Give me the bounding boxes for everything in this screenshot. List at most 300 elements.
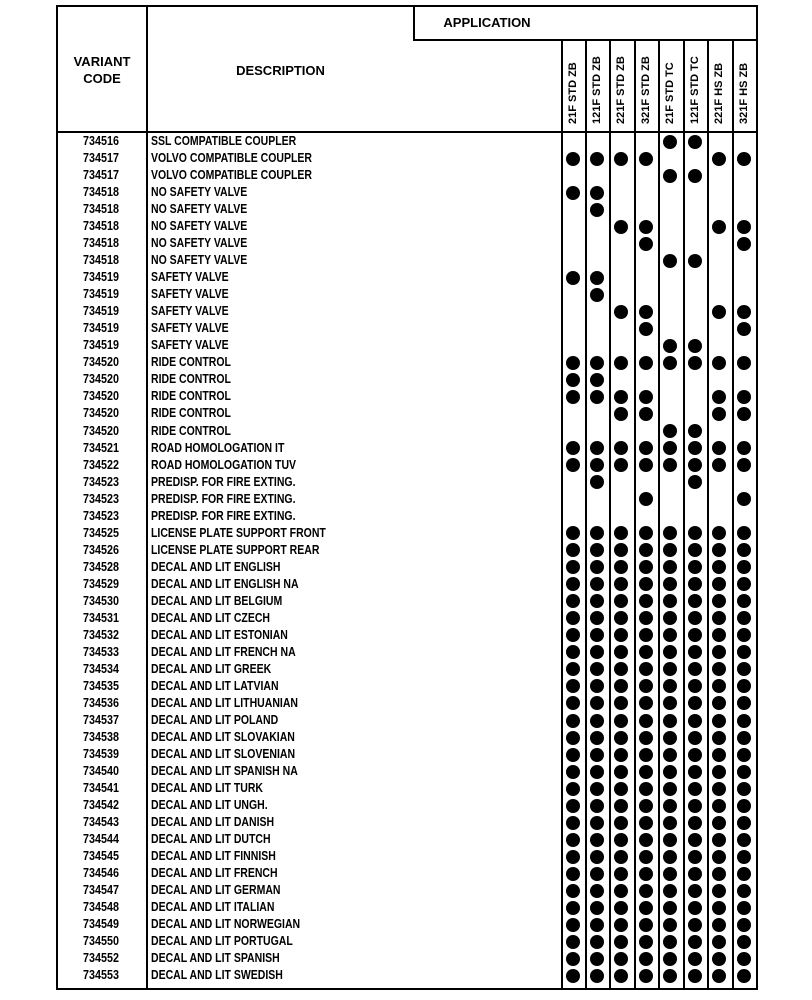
application-dot — [688, 339, 702, 353]
application-dot — [712, 799, 726, 813]
application-dot — [639, 237, 653, 251]
description-cell: DECAL AND LIT PORTUGAL — [151, 934, 293, 949]
application-dot — [639, 322, 653, 336]
variant-code-cell: 734517 — [83, 168, 119, 183]
application-dot — [688, 884, 702, 898]
application-dot — [712, 458, 726, 472]
variant-code-cell: 734535 — [83, 678, 119, 693]
variant-code-cell: 734520 — [83, 389, 119, 404]
application-dot — [639, 833, 653, 847]
application-dot — [737, 969, 751, 983]
application-dot — [712, 679, 726, 693]
description-header: DESCRIPTION — [236, 63, 325, 78]
application-dot — [614, 611, 628, 625]
variant-code-cell: 734547 — [83, 883, 119, 898]
application-dot — [639, 305, 653, 319]
description-cell: PREDISP. FOR FIRE EXTING. — [151, 491, 296, 506]
variant-code-cell: 734522 — [83, 457, 119, 472]
variant-code-cell: 734517 — [83, 151, 119, 166]
application-dot — [737, 356, 751, 370]
description-cell: DECAL AND LIT ITALIAN — [151, 900, 275, 915]
application-dot — [737, 322, 751, 336]
description-cell: SAFETY VALVE — [151, 338, 229, 353]
description-cell: NO SAFETY VALVE — [151, 236, 248, 251]
description-cell: NO SAFETY VALVE — [151, 185, 248, 200]
description-cell: PREDISP. FOR FIRE EXTING. — [151, 508, 296, 523]
description-cell: DECAL AND LIT CZECH — [151, 610, 271, 625]
application-dot — [737, 492, 751, 506]
variant-code-cell: 734538 — [83, 730, 119, 745]
description-cell: DECAL AND LIT SPANISH — [151, 951, 280, 966]
description-cell: DECAL AND LIT POLAND — [151, 713, 279, 728]
variant-code-cell: 734532 — [83, 627, 119, 642]
application-dot — [688, 765, 702, 779]
description-cell: DECAL AND LIT LATVIAN — [151, 678, 279, 693]
app-col-divider-4 — [658, 39, 660, 990]
description-cell: DECAL AND LIT SWEDISH — [151, 968, 283, 983]
description-cell: DECAL AND LIT FRENCH — [151, 866, 278, 881]
application-dot — [590, 662, 604, 676]
application-dot — [566, 867, 580, 881]
application-dot — [639, 816, 653, 830]
application-dot — [688, 458, 702, 472]
description-cell: NO SAFETY VALVE — [151, 219, 248, 234]
variant-code-cell: 734516 — [83, 134, 119, 148]
application-dot — [639, 220, 653, 234]
application-dot — [566, 765, 580, 779]
application-dot — [590, 594, 604, 608]
application-dot — [639, 850, 653, 864]
application-dot — [639, 952, 653, 966]
application-dot — [590, 935, 604, 949]
application-dot — [737, 441, 751, 455]
application-dot — [614, 594, 628, 608]
variant-code-cell: 734525 — [83, 525, 119, 540]
application-dot — [688, 901, 702, 915]
variant-code-cell: 734545 — [83, 849, 119, 864]
application-dot — [737, 543, 751, 557]
application-dot — [663, 935, 677, 949]
application-dot — [566, 271, 580, 285]
application-dot — [688, 645, 702, 659]
variant-code-cell: 734529 — [83, 576, 119, 591]
variant-code-cell: 734523 — [83, 474, 119, 489]
application-dot — [639, 679, 653, 693]
application-dot — [688, 441, 702, 455]
application-dot — [663, 765, 677, 779]
application-dot — [737, 237, 751, 251]
application-dot — [663, 628, 677, 642]
application-dot — [590, 475, 604, 489]
application-dot — [663, 696, 677, 710]
variant-code-cell: 734550 — [83, 934, 119, 949]
application-dot — [737, 611, 751, 625]
variant-code-cell: 734520 — [83, 406, 119, 421]
application-dot — [712, 407, 726, 421]
variant-code-cell: 734526 — [83, 542, 119, 557]
application-dot — [688, 577, 702, 591]
application-dot — [639, 969, 653, 983]
application-dot — [663, 782, 677, 796]
application-dot — [590, 152, 604, 166]
application-dot — [639, 560, 653, 574]
application-dot — [639, 611, 653, 625]
application-dot — [590, 628, 604, 642]
application-dot — [590, 203, 604, 217]
application-dot — [688, 560, 702, 574]
application-dot — [590, 969, 604, 983]
variant-code-cell: 734531 — [83, 610, 119, 625]
application-dot — [712, 714, 726, 728]
application-dot — [688, 935, 702, 949]
application-dot — [590, 645, 604, 659]
application-dot — [639, 645, 653, 659]
application-dot — [566, 594, 580, 608]
table-right-border — [756, 5, 758, 990]
application-dot — [566, 731, 580, 745]
application-dot — [614, 441, 628, 455]
application-dot — [663, 560, 677, 574]
application-dot — [614, 696, 628, 710]
application-dot — [688, 611, 702, 625]
application-dot — [614, 884, 628, 898]
app-col-divider-0 — [561, 39, 563, 990]
application-dot — [688, 169, 702, 183]
description-cell: DECAL AND LIT SLOVAKIAN — [151, 730, 295, 745]
application-dot — [737, 850, 751, 864]
application-dot — [737, 645, 751, 659]
variant-code-header-line2: CODE — [83, 71, 121, 86]
application-dot — [590, 782, 604, 796]
variant-code-cell: 734542 — [83, 798, 119, 813]
application-dot — [639, 799, 653, 813]
description-cell: DECAL AND LIT TURK — [151, 781, 263, 796]
application-dot — [566, 526, 580, 540]
application-dot — [663, 833, 677, 847]
application-dot — [614, 577, 628, 591]
application-dot — [639, 884, 653, 898]
variant-code-cell: 734520 — [83, 372, 119, 387]
application-dot — [590, 356, 604, 370]
application-dot — [663, 799, 677, 813]
description-cell: SAFETY VALVE — [151, 287, 229, 302]
application-dot — [712, 850, 726, 864]
application-dot — [737, 407, 751, 421]
application-dot — [712, 305, 726, 319]
application-dot — [566, 816, 580, 830]
application-dot — [639, 748, 653, 762]
description-cell: DECAL AND LIT NORWEGIAN — [151, 917, 301, 932]
application-dot — [639, 765, 653, 779]
description-cell: VOLVO COMPATIBLE COUPLER — [151, 151, 313, 166]
application-dot — [614, 952, 628, 966]
application-dot — [639, 492, 653, 506]
application-dot — [639, 867, 653, 881]
application-dot — [737, 816, 751, 830]
application-dot — [614, 628, 628, 642]
application-dot — [737, 901, 751, 915]
application-dot — [663, 969, 677, 983]
application-dot — [590, 696, 604, 710]
application-dot — [566, 611, 580, 625]
application-dot — [614, 407, 628, 421]
application-dot — [688, 867, 702, 881]
app-col-divider-1 — [585, 39, 587, 990]
application-dot — [712, 560, 726, 574]
application-dot — [614, 356, 628, 370]
description-cell: NO SAFETY VALVE — [151, 202, 248, 217]
variant-code-cell: 734520 — [83, 423, 119, 438]
variant-code-cell: 734519 — [83, 270, 119, 285]
application-dot — [737, 152, 751, 166]
variant-code-cell: 734534 — [83, 661, 119, 676]
application-dot — [614, 458, 628, 472]
application-dot — [614, 390, 628, 404]
application-dot — [688, 662, 702, 676]
application-dot — [712, 543, 726, 557]
application-dot — [614, 765, 628, 779]
description-cell: DECAL AND LIT DUTCH — [151, 832, 271, 847]
variant-code-cell: 734519 — [83, 321, 119, 336]
variant-code-cell: 734519 — [83, 304, 119, 319]
description-cell: DECAL AND LIT SPANISH NA — [151, 764, 298, 779]
application-dot — [590, 952, 604, 966]
application-dot — [614, 679, 628, 693]
app-col-header-21f-std-zb: 21F STD ZB — [567, 62, 579, 124]
application-dot — [737, 867, 751, 881]
description-cell: LICENSE PLATE SUPPORT FRONT — [151, 525, 326, 540]
application-dot — [639, 458, 653, 472]
application-dot — [737, 526, 751, 540]
application-dot — [737, 884, 751, 898]
application-dot — [639, 356, 653, 370]
application-dot — [566, 152, 580, 166]
variant-code-cell: 734536 — [83, 695, 119, 710]
variant-code-cell: 734544 — [83, 832, 119, 847]
application-dot — [590, 918, 604, 932]
application-dot — [737, 935, 751, 949]
app-col-header-221f-std-zb: 221F STD ZB — [615, 56, 627, 124]
application-dot — [737, 833, 751, 847]
application-dot — [566, 935, 580, 949]
application-dot — [614, 220, 628, 234]
application-dot — [712, 645, 726, 659]
description-cell: DECAL AND LIT BELGIUM — [151, 593, 283, 608]
description-cell: ROAD HOMOLOGATION IT — [151, 440, 285, 455]
variant-code-cell: 734553 — [83, 968, 119, 983]
application-dot — [737, 594, 751, 608]
application-dot — [663, 884, 677, 898]
application-dot — [639, 152, 653, 166]
app-col-divider-6 — [707, 39, 709, 990]
application-dot — [712, 884, 726, 898]
variant-code-cell: 734539 — [83, 747, 119, 762]
application-dot — [712, 782, 726, 796]
description-cell: SAFETY VALVE — [151, 304, 229, 319]
application-dot — [590, 390, 604, 404]
application-dot — [663, 526, 677, 540]
application-dot — [566, 628, 580, 642]
description-cell: DECAL AND LIT DANISH — [151, 815, 275, 830]
application-dot — [712, 577, 726, 591]
application-dot — [566, 577, 580, 591]
application-dot — [566, 186, 580, 200]
application-dot — [737, 390, 751, 404]
variant-code-cell: 734548 — [83, 900, 119, 915]
application-dot — [614, 867, 628, 881]
application-dot — [590, 731, 604, 745]
application-dot — [737, 305, 751, 319]
application-dot — [663, 339, 677, 353]
application-dot — [614, 645, 628, 659]
application-dot — [712, 901, 726, 915]
application-dot — [737, 918, 751, 932]
application-dot — [712, 765, 726, 779]
application-dot — [663, 714, 677, 728]
application-dot — [712, 662, 726, 676]
application-dot — [712, 816, 726, 830]
application-dot — [566, 799, 580, 813]
app-col-divider-7 — [732, 39, 734, 990]
application-dot — [688, 696, 702, 710]
application-dot — [566, 714, 580, 728]
application-dot — [614, 748, 628, 762]
description-cell: NO SAFETY VALVE — [151, 253, 248, 268]
variant-code-cell: 734521 — [83, 440, 119, 455]
application-dot — [663, 543, 677, 557]
app-col-header-321f-hs-zb: 321F HS ZB — [738, 62, 750, 124]
application-dot — [639, 441, 653, 455]
application-dot — [712, 867, 726, 881]
application-dot — [712, 526, 726, 540]
application-dot — [688, 952, 702, 966]
app-col-divider-2 — [609, 39, 611, 990]
variant-code-cell: 734518 — [83, 219, 119, 234]
application-dot — [712, 696, 726, 710]
application-dot — [688, 526, 702, 540]
application-dot — [663, 441, 677, 455]
application-dot — [614, 901, 628, 915]
application-dot — [663, 645, 677, 659]
application-dot — [663, 458, 677, 472]
application-dot — [590, 884, 604, 898]
application-dot — [688, 475, 702, 489]
table-top-border — [56, 5, 758, 7]
variant-code-cell: 734519 — [83, 287, 119, 302]
application-dot — [590, 765, 604, 779]
variant-code-header-line1: VARIANT — [73, 54, 131, 69]
application-dot — [712, 611, 726, 625]
description-cell: LICENSE PLATE SUPPORT REAR — [151, 542, 320, 557]
description-cell: DECAL AND LIT ESTONIAN — [151, 627, 288, 642]
application-dot — [566, 969, 580, 983]
application-dot — [712, 152, 726, 166]
variant-code-cell: 734518 — [83, 185, 119, 200]
application-dot — [639, 731, 653, 745]
description-cell: ROAD HOMOLOGATION TUV — [151, 457, 297, 472]
application-dot — [566, 952, 580, 966]
application-dot — [566, 901, 580, 915]
description-cell: DECAL AND LIT ENGLISH — [151, 559, 281, 574]
application-dot — [614, 782, 628, 796]
code-desc-divider — [146, 5, 148, 990]
application-dot — [566, 918, 580, 932]
application-dot — [614, 850, 628, 864]
variant-code-cell: 734546 — [83, 866, 119, 881]
application-dot — [639, 782, 653, 796]
app-col-header-321f-std-zb: 321F STD ZB — [640, 56, 652, 124]
application-dot — [663, 356, 677, 370]
application-dot — [614, 833, 628, 847]
variant-code-cell: 734549 — [83, 917, 119, 932]
application-dot — [663, 424, 677, 438]
application-dot — [663, 748, 677, 762]
variant-code-cell: 734518 — [83, 253, 119, 268]
application-dot — [590, 288, 604, 302]
application-dot — [566, 645, 580, 659]
application-dot — [737, 662, 751, 676]
variant-code-cell: 734523 — [83, 491, 119, 506]
application-dot — [663, 918, 677, 932]
application-dot — [663, 867, 677, 881]
application-dot — [737, 577, 751, 591]
description-cell: DECAL AND LIT SLOVENIAN — [151, 747, 296, 762]
application-dot — [614, 526, 628, 540]
application-dot — [737, 628, 751, 642]
application-dot — [566, 458, 580, 472]
application-dot — [590, 577, 604, 591]
variant-code-cell: 734537 — [83, 713, 119, 728]
application-dot — [566, 390, 580, 404]
application-dot — [663, 850, 677, 864]
application-dot — [614, 152, 628, 166]
application-dot — [688, 918, 702, 932]
application-dot — [639, 662, 653, 676]
application-dot — [663, 816, 677, 830]
application-dot — [590, 901, 604, 915]
application-dot — [663, 952, 677, 966]
application-dot — [590, 748, 604, 762]
application-dot — [663, 135, 677, 149]
application-dot — [688, 135, 702, 149]
application-dot — [688, 356, 702, 370]
application-dot — [712, 356, 726, 370]
variant-code-cell: 734528 — [83, 559, 119, 574]
variant-code-cell: 734523 — [83, 508, 119, 523]
application-dot — [737, 560, 751, 574]
application-dot — [639, 714, 653, 728]
application-dot — [566, 373, 580, 387]
application-dot — [566, 850, 580, 864]
app-col-header-21f-std-tc: 21F STD TC — [664, 62, 676, 124]
description-cell: DECAL AND LIT FINNISH — [151, 849, 276, 864]
application-dot — [663, 577, 677, 591]
description-cell: DECAL AND LIT LITHUANIAN — [151, 695, 298, 710]
description-cell: DECAL AND LIT GREEK — [151, 661, 272, 676]
application-dot — [639, 407, 653, 421]
application-dot — [639, 543, 653, 557]
application-dot — [614, 662, 628, 676]
application-dot — [688, 628, 702, 642]
application-dot — [737, 731, 751, 745]
application-dot — [590, 679, 604, 693]
application-dot — [590, 186, 604, 200]
application-dot — [590, 271, 604, 285]
app-col-header-121f-std-tc: 121F STD TC — [689, 56, 701, 124]
variant-code-cell: 734540 — [83, 764, 119, 779]
application-dot — [614, 935, 628, 949]
variant-code-cell: 734518 — [83, 202, 119, 217]
